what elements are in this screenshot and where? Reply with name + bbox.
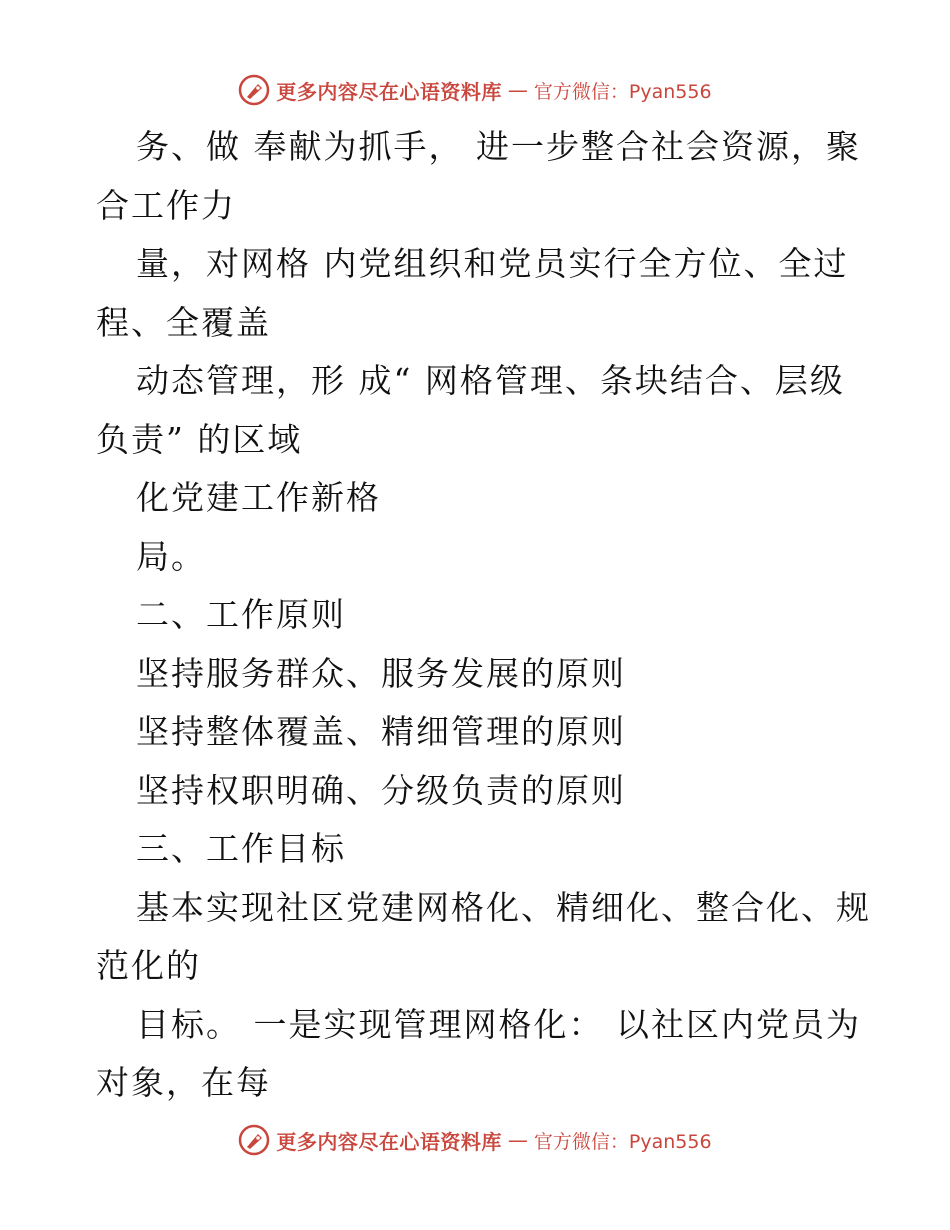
- body-line: 合工作力: [96, 185, 236, 225]
- body-line: 务、做 奉献为抓手， 进一步整合社会资源，聚: [136, 127, 861, 166]
- body-line: 动态管理，形 成“ 网格管理、条块结合、层级: [136, 361, 845, 400]
- section-heading: 三、工作目标: [136, 829, 346, 868]
- footer-promo-text: 更多内容尽在心语资料库: [276, 1129, 502, 1154]
- footer-contact: 官方微信：Pyan556: [533, 1130, 712, 1153]
- body-line: 目标。 一是实现管理网格化： 以社区内党员为: [136, 1004, 861, 1044]
- body-line: 负责” 的区域: [96, 419, 303, 459]
- footer-separator: —: [507, 1128, 528, 1152]
- body-line: 局。: [136, 536, 206, 576]
- header-contact: 官方微信：Pyan556: [533, 80, 712, 103]
- header-promo-text: 更多内容尽在心语资料库: [276, 79, 502, 104]
- principle-item: 坚持权职明确、分级负责的原则: [136, 770, 626, 810]
- body-line: 程、全覆盖: [96, 302, 271, 342]
- header-separator: —: [507, 78, 528, 102]
- pen-nib-logo-icon: [238, 74, 270, 106]
- header-banner: [0, 70, 950, 110]
- principle-item: 坚持服务群众、服务发展的原则: [136, 653, 626, 693]
- body-line: 范化的: [96, 946, 201, 985]
- body-line: 化党建工作新格: [136, 478, 381, 517]
- pen-nib-logo-icon: [238, 1124, 270, 1156]
- body-line: 对象，在每: [96, 1063, 271, 1102]
- principle-item: 坚持整体覆盖、精细管理的原则: [136, 712, 626, 751]
- body-line: 基本实现社区党建网格化、精细化、整合化、规: [136, 887, 871, 927]
- section-heading: 二、工作原则: [136, 595, 346, 634]
- document-body: [96, 118, 871, 1113]
- footer-banner: [0, 1120, 950, 1160]
- body-line: 量，对网格 内党组织和党员实行全方位、全过: [136, 244, 849, 283]
